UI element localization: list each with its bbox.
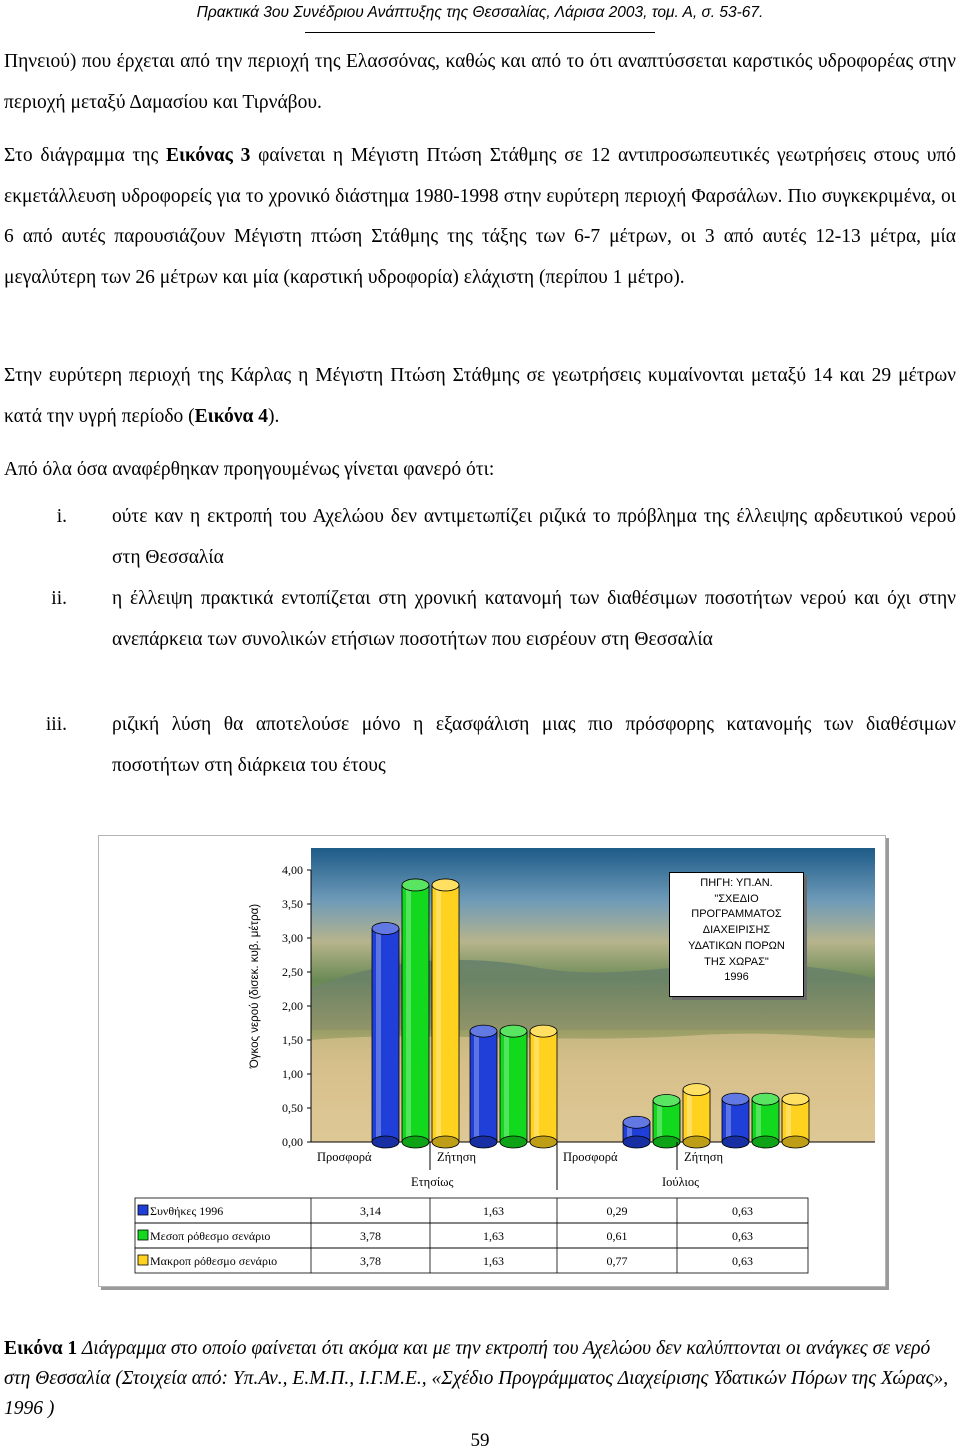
bar-highlight (534, 1031, 539, 1142)
y-tick-label: 1,50 (282, 1033, 303, 1047)
data-label: 3,14 (360, 1204, 381, 1218)
figure-caption-text: Διάγραμμα στο οποίο φαίνεται ότι ακόμα και με την εκτροπή του Αχελώου δεν καλύπτονται οι ανάγκες σε νερό στη Θεσσαλία (Στοιχεία από: Υπ.Αν., Ε.Μ.Π., Ι.Γ.Μ.Ε., «Σχέδιο Προγράμματος Διαχείρισης Υδατικών Πόρων της Χώρας», 1996 ) (4, 1338, 949, 1419)
list-item-2-number: ii. (51, 588, 67, 609)
bar-highlight (504, 1031, 509, 1142)
bar-top (402, 879, 429, 891)
page-number: 59 (470, 1430, 490, 1451)
bar-highlight (376, 928, 381, 1142)
data-label: 0,63 (732, 1204, 753, 1218)
bar-highlight (726, 1099, 731, 1142)
bar-highlight (657, 1101, 662, 1142)
bar-top (500, 1025, 527, 1037)
bar-top (623, 1116, 650, 1128)
list-item-1-text: ούτε καν η εκτροπή του Αχελώου δεν αντιμετωπίζει ριζικά το πρόβλημα της έλλειψης αρδευτικού νερού στη Θεσσαλία (112, 506, 956, 568)
list-item-2-text: η έλλειψη πρακτικά εντοπίζεται στη χρονική κατανομή των διαθέσιμων ποσοτήτων νερού και όχι στην ανεπάρκεια των συνολικών ετήσιων ποσοτήτων που εισρέουν στη Θεσσαλία (112, 588, 956, 650)
bar-highlight (756, 1099, 761, 1142)
bar-base (683, 1136, 710, 1148)
figure-caption (4, 1334, 956, 1424)
data-label: 3,78 (360, 1229, 381, 1243)
legend-swatch (138, 1205, 148, 1215)
paragraph-3-figure-ref: Εικόνα 4 (194, 405, 268, 427)
y-tick-label: 1,00 (282, 1067, 303, 1081)
legend-swatch (138, 1230, 148, 1240)
paragraph-3-text-a: Στην ευρύτερη περιοχή της Κάρλας η Μέγιστη Πτώση Στάθμης σε γεωτρήσεις κυμαίνονται μεταξύ 14 και 29 μέτρων κατά την υγρή περίοδο ( (4, 365, 956, 427)
x-group-label: Ιούλιος (662, 1175, 700, 1189)
bar-top (470, 1025, 497, 1037)
legend-swatch (138, 1255, 148, 1265)
paragraph-3-text-b: ). (267, 405, 280, 427)
bar-top (530, 1025, 557, 1037)
paragraph-2-text-a: Στο διάγραμμα της (4, 145, 166, 166)
list-item-3-text: ριζική λύση θα αποτελούσε μόνο η εξασφάλιση μιας πιο πρόσφορης κατανομής των διαθέσιμων ποσοτήτων στη διάρκεια του έτους (112, 714, 956, 776)
y-tick-label: 0,50 (282, 1101, 303, 1115)
data-label: 0,63 (732, 1254, 753, 1268)
list-item-3-number: iii. (45, 714, 67, 735)
x-category-label: Ζήτηση (684, 1150, 724, 1164)
bar-base (470, 1136, 497, 1148)
bar-base (752, 1136, 779, 1148)
bar-base (782, 1136, 809, 1148)
data-label: 1,63 (483, 1254, 504, 1268)
list-item-1-number: i. (56, 506, 67, 527)
bar-top (722, 1093, 749, 1105)
table-row (135, 1198, 808, 1223)
legend-label: Μακροπ ρόθεσμο σενάριο (150, 1254, 278, 1268)
bar-top (372, 922, 399, 934)
bar-top (782, 1093, 809, 1105)
bar-base (500, 1136, 527, 1148)
data-label: 1,63 (483, 1229, 504, 1243)
data-label: 0,29 (606, 1204, 628, 1218)
y-tick-label: 3,00 (282, 931, 303, 945)
bar-highlight (474, 1031, 479, 1142)
legend-label: Συνθήκες 1996 (150, 1204, 224, 1218)
y-axis-title: Όγκος νερού (δισεκ. κυβ. μέτρα) (249, 903, 261, 1069)
source-note-box: ΠΗΓΗ: ΥΠ.ΑΝ. "ΣΧΕΔΙΟ ΠΡΟΓΡΑΜΜΑΤΟΣ ΔΙΑΧΕΙΡΙΣΗΣ ΥΔΑΤΙΚΩΝ ΠΟΡΩΝ ΤΗΣ ΧΩΡΑΣ" 1996 (669, 872, 804, 997)
y-tick-label: 0,00 (282, 1135, 303, 1149)
running-header: Πρακτικά 3ου Συνέδριου Ανάπτυξης της Θεσσαλίας, Λάρισα 2003, τομ. Α, σ. 53-67. (196, 4, 764, 21)
paragraph-4: Από όλα όσα αναφέρθηκαν προηγουμένως γίνεται φανερό ότι: (4, 459, 495, 480)
bar-base (623, 1136, 650, 1148)
bar-top (653, 1095, 680, 1107)
bar-base (722, 1136, 749, 1148)
bar-base (530, 1136, 557, 1148)
bar-base (432, 1136, 459, 1148)
bar-base (372, 1136, 399, 1148)
bar-top (432, 879, 459, 891)
data-label: 3,78 (360, 1254, 381, 1268)
bar-base (653, 1136, 680, 1148)
data-label: 0,63 (732, 1229, 753, 1243)
y-tick-label: 3,50 (282, 897, 303, 911)
y-tick-label: 4,00 (282, 863, 303, 877)
bar-highlight (786, 1099, 791, 1142)
y-tick-label: 2,00 (282, 999, 303, 1013)
data-label: 0,61 (606, 1229, 628, 1243)
y-tick-label: 2,50 (282, 965, 303, 979)
x-category-label: Ζήτηση (437, 1150, 477, 1164)
bar-top (752, 1093, 779, 1105)
data-label: 1,63 (483, 1204, 504, 1218)
bar-base (402, 1136, 429, 1148)
paragraph-2-figure-ref: Εικόνας 3 (165, 145, 251, 166)
x-group-label: Ετησίως (411, 1175, 454, 1189)
bar-highlight (436, 885, 441, 1142)
bar-top (683, 1084, 710, 1096)
paragraph-1: Πηνειού) που έρχεται από την περιοχή της Ελασσόνας, καθώς και από το ότι αναπτύσσεται καρστικός υδροφορέας στην περιοχή μεταξύ Δαμασίου και Τιρνάβου. (4, 51, 956, 113)
x-category-label: Προσφορά (563, 1150, 618, 1164)
bar-highlight (687, 1090, 692, 1142)
legend-label: Μεσοπ ρόθεσμο σενάριο (150, 1229, 271, 1243)
data-label: 0,77 (606, 1254, 628, 1268)
x-category-label: Προσφορά (317, 1150, 372, 1164)
paragraph-2-text-b: φαίνεται η Μέγιστη Πτώση Στάθμης σε 12 αντιπροσωπευτικές γεωτρήσεις στους υπό εκμετάλλευση υδροφορείς για το χρονικό διάστημα 1980-1998 στην ευρύτερη περιοχή Φαρσάλων. Πιο συγκεκριμένα, οι 6 από αυτές παρουσιάζουν Μέγιστη πτώση Στάθμης της τάξης των 6-7 μέτρων, οι 3 από αυτές 12-13 μέτρα, μία μεγαλύτερη των 26 μέτρων και μία (καρστική υδροφορία) ελάχιστη (περίπου 1 μέτρο). (4, 145, 957, 288)
figure-caption-label: Εικόνα 1 (4, 1338, 78, 1359)
bar-highlight (406, 885, 411, 1142)
